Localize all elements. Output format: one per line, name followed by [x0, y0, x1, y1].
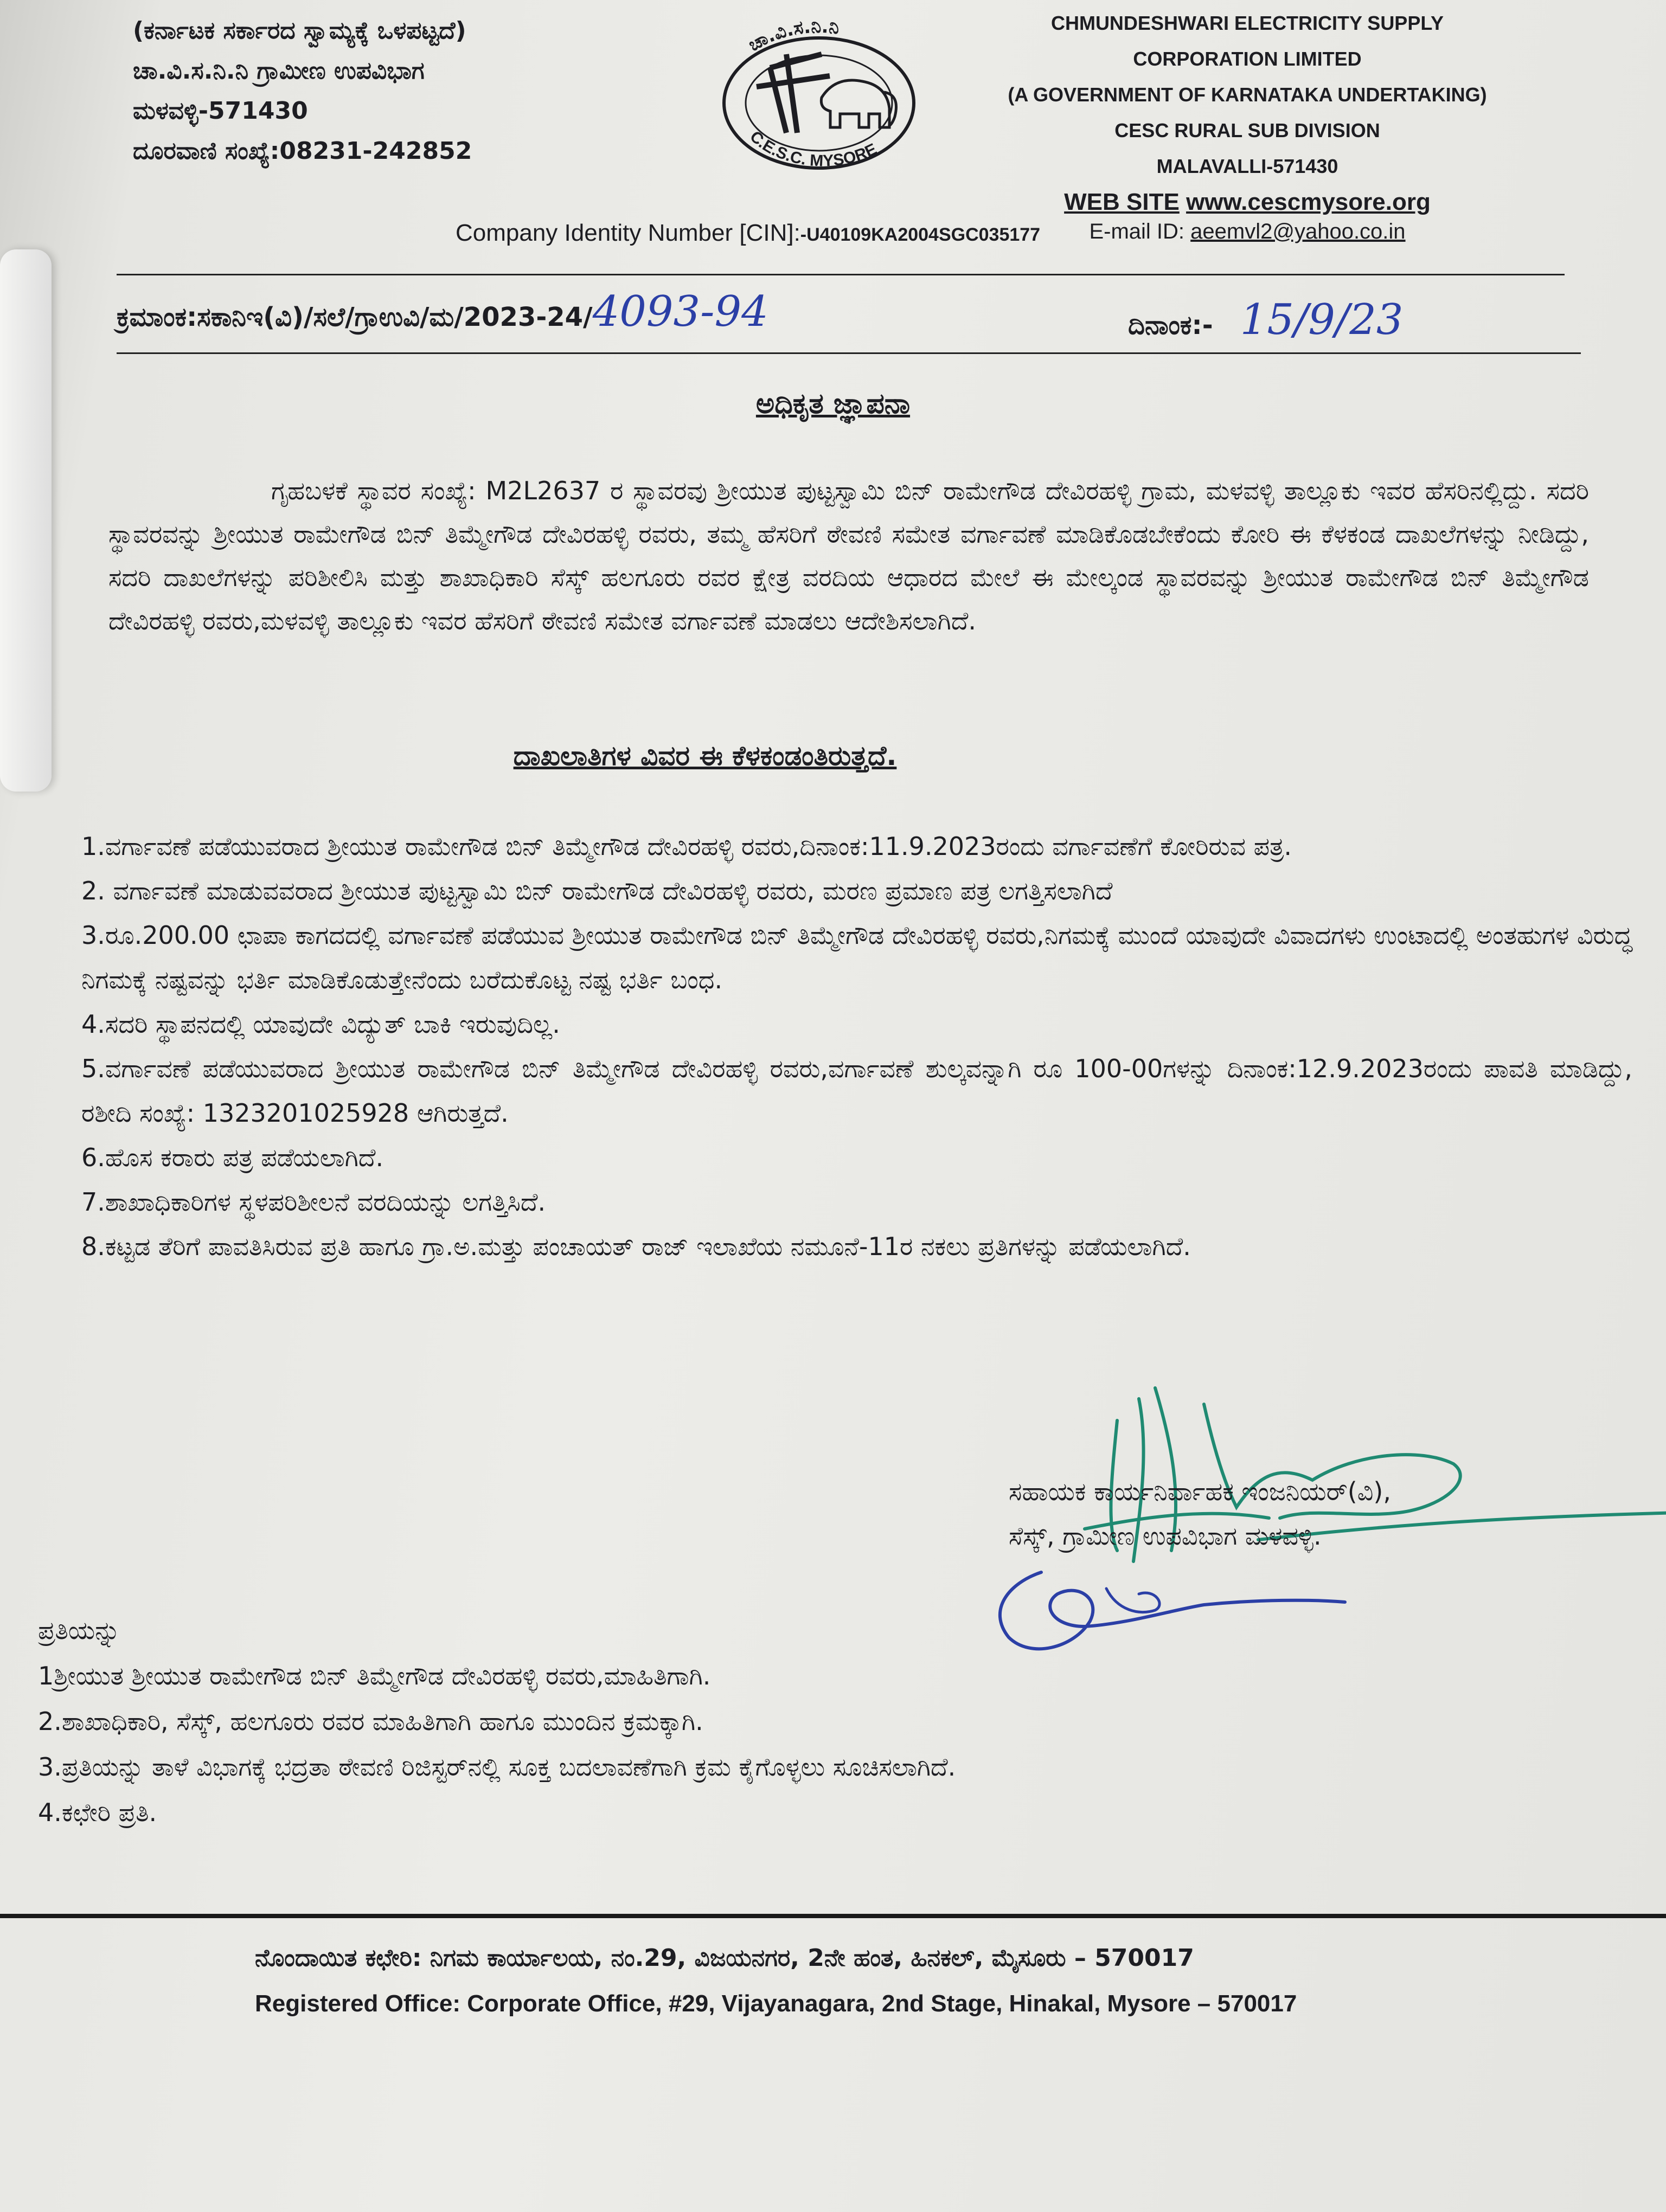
cin-value: -U40109KA2004SGC035177: [800, 224, 1041, 245]
binder-clip: [0, 249, 52, 792]
header-kannada-line: (ಕರ್ನಾಟಕ ಸರ್ಕಾರದ ಸ್ವಾಮ್ಯಕ್ಕೆ ಒಳಪಟ್ಟದೆ): [133, 17, 466, 44]
signatory-designation: ಸಹಾಯಕ ಕಾರ್ಯನಿರ್ವಾಹಕ ಇಂಜನಿಯರ್(ವಿ),: [1009, 1477, 1391, 1506]
list-item: 2. ವರ್ಗಾವಣೆ ಮಾಡುವವರಾದ ಶ್ರೀಯುತ ಪುಟ್ಟಸ್ವಾಮಿ ಬಿನ್ ರಾಮೇಗೌಡ ದೇವಿರಹಳ್ಳಿ ರವರು, ಮರಣ ಪ್ರಮಾಣ ಪತ್ರ ಲಗತ್ತಿಸಲಾಗಿದೆ: [81, 876, 1113, 905]
list-item: 1ಶ್ರೀಯುತ ಶ್ರೀಯುತ ರಾಮೇಗೌಡ ಬಿನ್ ತಿಮ್ಮೇಗೌಡ ದೇವಿರಹಳ್ಳಿ ರವರು,ಮಾಹಿತಿಗಾಗಿ.: [38, 1661, 711, 1690]
website-label: WEB SITE: [1064, 189, 1180, 215]
logo-text-top: ಚಾ.ವಿ.ಸ.ನಿ.ನಿ: [744, 16, 841, 56]
list-item: 4.ಕಛೇರಿ ಪ್ರತಿ.: [38, 1798, 157, 1827]
documents-list: [81, 824, 1632, 1269]
website-link[interactable]: www.cescmysore.org: [1186, 189, 1431, 215]
company-status-line: (A GOVERNMENT OF KARNATAKA UNDERTAKING): [1008, 83, 1487, 106]
footer: [255, 1935, 1297, 2027]
signatory-block: [1009, 1469, 1391, 1558]
footer-english: Registered Office: Corporate Office, #29, Vijayanagara, 2nd Stage, Hinakal, Mysore – 570017: [255, 1990, 1297, 2017]
header-kannada: [133, 11, 472, 171]
header-kannada-line: ಚಾ.ವಿ.ಸ.ನಿ.ನಿ ಗ್ರಾಮೀಣ ಉಪವಿಭಾಗ: [133, 57, 425, 85]
list-item: 4.ಸದರಿ ಸ್ಥಾಪನದಲ್ಲಿ ಯಾವುದೇ ವಿದ್ಯುತ್ ಬಾಕಿ ಇರುವುದಿಲ್ಲ.: [81, 1009, 560, 1039]
email-line: [992, 220, 1502, 243]
handwritten-reference: 4093-94: [592, 287, 768, 336]
header-kannada-phone: ದೂರವಾಣಿ ಸಂಖ್ಯೆ:08231-242852: [133, 137, 472, 165]
documents-subheading-text: ದಾಖಲಾತಿಗಳ ವಿವರ ಈ ಕೆಳಕಂಡಂತಿರುತ್ತದೆ.: [513, 740, 897, 771]
svg-text:ಚಾ.ವಿ.ಸ.ನಿ.ನಿ: [745, 16, 841, 56]
memo-title-text: ಅಧಿಕೃತ ಜ್ಞಾಪನಾ: [755, 388, 911, 420]
logo-text-bottom: C.E.S.C. MYSORE: [746, 127, 880, 170]
memo-title: [0, 388, 1666, 421]
list-item: 2.ಶಾಖಾಧಿಕಾರಿ, ಸೆಸ್ಕ್, ಹಲಗೂರು ರವರ ಮಾಹಿತಿಗಾಗಿ ಹಾಗೂ ಮುಂದಿನ ಕ್ರಮಕ್ಕಾಗಿ.: [38, 1707, 703, 1736]
company-identity-number: [456, 220, 1040, 247]
list-item: 5.ವರ್ಗಾವಣೆ ಪಡೆಯುವರಾದ ಶ್ರೀಯುತ ರಾಮೇಗೌಡ ಬಿನ್ ತಿಮ್ಮೇಗೌಡ ದೇವಿರಹಳ್ಳಿ ರವರು,ವರ್ಗಾವಣೆ ಶುಲ್ಕವನ್ನಾಗಿ ರೂ 100-00ಗಳನ್ನು ದಿನಾಂಕ:12.9.2023ರಂದು ಪಾವತಿ ಮಾಡಿದ್ದು, ರಶೀದಿ ಸಂಖ್ಯೆ: 1323201025928 ಆಗಿರುತ್ತದೆ.: [81, 1054, 1632, 1128]
list-item: 3.ರೂ.200.00 ಛಾಪಾ ಕಾಗದದಲ್ಲಿ ವರ್ಗಾವಣೆ ಪಡೆಯುವ ಶ್ರೀಯುತ ರಾಮೇಗೌಡ ಬಿನ್ ತಿಮ್ಮೇಗೌಡ ದೇವಿರಹಳ್ಳಿ ರವರು,ನಿಗಮಕ್ಕೆ ಮುಂದೆ ಯಾವುದೇ ವಿವಾದಗಳು ಉಂಟಾದಲ್ಲಿ ಅಂತಹುಗಳ ವಿರುದ್ಧ ನಿಗಮಕ್ಕೆ ನಷ್ಟವನ್ನು ಭರ್ತಿ ಮಾಡಿಕೊಡುತ್ತೇನೆಂದು ಬರೆದುಕೊಟ್ಟ ನಷ್ಟ ಭರ್ತಿ ಬಂಧ.: [81, 921, 1632, 994]
header-rule: [117, 274, 1565, 275]
header-kannada-line: ಮಳವಳ್ಳಿ-571430: [133, 97, 308, 125]
footer-kannada: ನೊಂದಾಯಿತ ಕಛೇರಿ: ನಿಗಮ ಕಾರ್ಯಾಲಯ, ನಂ.29, ವಿಜಯನಗರ, 2ನೇ ಹಂತ, ಹಿನಕಲ್, ಮೈಸೂರು – 570017: [255, 1944, 1194, 1972]
body-paragraph: ಗೃಹಬಳಕೆ ಸ್ಥಾವರ ಸಂಖ್ಯೆ: M2L2637 ರ ಸ್ಥಾವರವು ಶ್ರೀಯುತ ಪುಟ್ಟಸ್ವಾಮಿ ಬಿನ್ ರಾಮೇಗೌಡ ದೇವಿರಹಳ್ಳಿ ಗ್ರಾಮ, ಮಳವಳ್ಳಿ ತಾಲ್ಲೂಕು ಇವರ ಹೆಸರಿನಲ್ಲಿದ್ದು. ಸದರಿ ಸ್ಥಾವರವನ್ನು ಶ್ರೀಯುತ ರಾಮೇಗೌಡ ಬಿನ್ ತಿಮ್ಮೇಗೌಡ ದೇವಿರಹಳ್ಳಿ ರವರು, ತಮ್ಮ ಹೆಸರಿಗೆ ಠೇವಣಿ ಸಮೇತ ವರ್ಗಾವಣೆ ಮಾಡಿಕೊಡಬೇಕೆಂದು ಕೋರಿ ಈ ಕೆಳಕಂಡ ದಾಖಲೆಗಳನ್ನು ನೀಡಿದ್ದು, ಸದರಿ ದಾಖಲೆಗಳನ್ನು ಪರಿಶೀಲಿಸಿ ಮತ್ತು ಶಾಖಾಧಿಕಾರಿ ಸೆಸ್ಕ್ ಹಲಗೂರು ರವರ ಕ್ಷೇತ್ರ ವರದಿಯ ಆಧಾರದ ಮೇಲೆ ಈ ಮೇಲ್ಕಂಡ ಸ್ಥಾವರವನ್ನು ಶ್ರೀಯುತ ರಾಮೇಗೌಡ ಬಿನ್ ತಿಮ್ಮೇಗೌಡ ದೇವಿರಹಳ್ಳಿ ರವರು,ಮಳವಳ್ಳಿ ತಾಲ್ಲೂಕು ಇವರ ಹೆಸರಿಗೆ ಠೇವಣಿ ಸಮೇತ ವರ್ಗಾವಣೆ ಮಾಡಲು ಆದೇಶಿಸಲಾಗಿದೆ.: [108, 476, 1589, 635]
address-line: MALAVALLI-571430: [1156, 155, 1338, 177]
handwritten-date: 15/9/23: [1240, 295, 1404, 344]
company-name-line: CHMUNDESHWARI ELECTRICITY SUPPLY: [1050, 12, 1444, 34]
list-item: 3.ಪ್ರತಿಯನ್ನು ತಾಳೆ ವಿಭಾಗಕ್ಕೆ ಭದ್ರತಾ ಠೇವಣಿ ರಿಜಿಸ್ಟರ್‌ನಲ್ಲಿ ಸೂಕ್ತ ಬದಲಾವಣೆಗಾಗಿ ಕ್ರಮ ಕೈಗೊಳ್ಳಲು ಸೂಚಿಸಲಾಗಿದೆ.: [38, 1752, 956, 1782]
list-item: 6.ಹೊಸ ಕರಾರು ಪತ್ರ ಪಡೆಯಲಾಗಿದೆ.: [81, 1143, 384, 1172]
list-item: 8.ಕಟ್ಟಡ ತೆರಿಗೆ ಪಾವತಿಸಿರುವ ಪ್ರತಿ ಹಾಗೂ ಗ್ರಾ.ಅ.ಮತ್ತು ಪಂಚಾಯತ್ ರಾಜ್ ಇಲಾಖೆಯ ನಮೂನೆ-11ರ ನಕಲು ಪ್ರತಿಗಳನ್ನು ಪಡೆಯಲಾಗಿದೆ.: [81, 1232, 1191, 1261]
date-label: ದಿನಾಂಕ:-: [1128, 310, 1213, 340]
reference-rule: [117, 352, 1581, 354]
website-line: [992, 184, 1502, 220]
signatory-office: ಸೆಸ್ಕ್, ಗ್ರಾಮೀಣ ಉಪವಿಭಾಗ ಮಳವಳ್ಳಿ.: [1009, 1521, 1322, 1551]
list-item: 1.ವರ್ಗಾವಣೆ ಪಡೆಯುವರಾದ ಶ್ರೀಯುತ ರಾಮೇಗೌಡ ಬಿನ್ ತಿಮ್ಮೇಗೌಡ ದೇವಿರಹಳ್ಳಿ ರವರು,ದಿನಾಂಕ:11.9.2023ರಂದು ವರ್ಗಾವಣೆಗೆ ಕೋರಿರುವ ಪತ್ರ.: [81, 832, 1292, 861]
svg-text:C.E.S.C. MYSORE: [746, 127, 880, 170]
reference-label: ಕ್ರಮಾಂಕ:ಸಕಾನಿಇ(ವಿ)/ಸಲೆ/ಗ್ರಾಉವಿ/ಮ/2023-24/: [117, 302, 593, 332]
list-item: 7.ಶಾಖಾಧಿಕಾರಿಗಳ ಸ್ಥಳಪರಿಶೀಲನೆ ವರದಿಯನ್ನು ಲಗತ್ತಿಸಿದೆ.: [81, 1187, 546, 1217]
email-link[interactable]: aeemvl2@yahoo.co.in: [1190, 220, 1406, 243]
header-english: [992, 5, 1502, 243]
company-name-line: CORPORATION LIMITED: [1133, 48, 1362, 70]
reference-number: [117, 287, 768, 336]
email-label: E-mail ID:: [1089, 220, 1185, 243]
date-line: [1128, 295, 1403, 344]
copy-to-section: [38, 1607, 956, 1835]
documents-subheading: [0, 740, 1410, 772]
cesc-logo-icon: [705, 16, 933, 179]
subdivision-line: CESC RURAL SUB DIVISION: [1114, 119, 1380, 142]
cin-label: Company Identity Number [CIN]:: [456, 220, 800, 246]
copy-to-heading: ಪ್ರತಿಯನ್ನು: [38, 1616, 120, 1645]
footer-rule: [0, 1914, 1666, 1918]
